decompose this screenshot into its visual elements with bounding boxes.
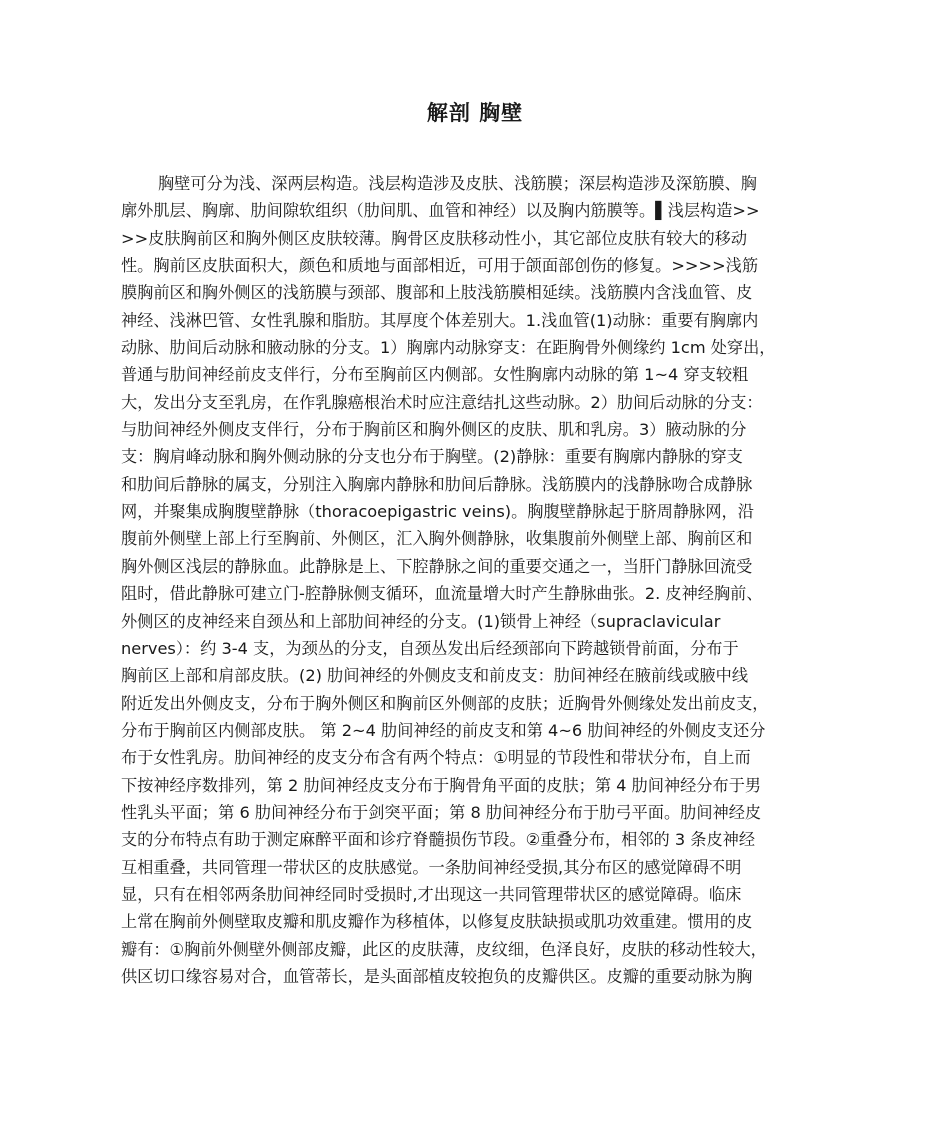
text-line: 供区切口缘容易对合，血管蒂长，是头面部植皮较抱负的皮瓣供区。皮瓣的重要动脉为胸 [121, 966, 753, 986]
text-line: 分布于胸前区内侧部皮肤。 第 2~4 肋间神经的前皮支和第 4~6 肋间神经的外侧皮支还分 [121, 720, 766, 740]
text-line: 互相重叠，共同管理一带状区的皮肤感觉。一条肋间神经受损,其分布区的感觉障碍不明 [121, 857, 742, 877]
text-line: 胸外侧区浅层的静脉血。此静脉是上、下腔静脉之间的重要交通之一，当肝门静脉回流受 [121, 556, 753, 576]
text-line: 显，只有在相邻两条肋间神经同时受损时,才出现这一共同管理带状区的感觉障碍。临床 [121, 884, 742, 904]
text-line: 阻时，借此静脉可建立门-腔静脉侧支循环，血流量增大时产生静脉曲张。2. 皮神经胸前、 [121, 584, 763, 604]
text-line: 支的分布特点有助于测定麻醉平面和诊疗脊髓损伤节段。②重叠分布，相邻的 3 条皮神经 [121, 830, 756, 850]
text-line: 性。胸前区皮肤面积大，颜色和质地与面部相近，可用于颌面部创伤的修复。>>>>浅筋 [121, 256, 759, 276]
text-line: 性乳头平面；第 6 肋间神经分布于剑突平面；第 8 肋间神经分布于肋弓平面。肋间神经皮 [121, 802, 762, 822]
text-line: 普通与肋间神经前皮支伴行，分布至胸前区内侧部。女性胸廓内动脉的第 1~4 穿支较粗 [121, 365, 749, 385]
text-line: 神经、浅淋巴管、女性乳腺和脂肪。其厚度个体差别大。1.浅血管(1)动脉：重要有胸廓内 [121, 310, 759, 330]
text-line: 大，发出分支至乳房，在作乳腺癌根治术时应注意结扎这些动脉。2）肋间后动脉的分支： [121, 392, 763, 412]
text-line: 外侧区的皮神经来自颈丛和上部肋间神经的分支。(1)锁骨上神经（supraclavicular [121, 611, 721, 631]
text-line: 附近发出外侧皮支，分布于胸外侧区和胸前区外侧部的皮肤；近胸骨外侧缘处发出前皮支， [121, 693, 769, 713]
text-line: 与肋间神经外侧皮支伴行，分布于胸前区和胸外侧区的皮肤、肌和乳房。3）腋动脉的分 [121, 420, 747, 440]
text-line: 腹前外侧壁上部上行至胸前、外侧区，汇入胸外侧静脉，收集腹前外侧壁上部、胸前区和 [121, 529, 753, 549]
document-title: 解剖 胸壁 [426, 101, 524, 125]
text-line: >>皮肤胸前区和胸外侧区皮肤较薄。胸骨区皮肤移动性小，其它部位皮肤有较大的移动 [121, 228, 748, 248]
text-line: 胸前区上部和肩部皮肤。(2) 肋间神经的外侧皮支和前皮支：肋间神经在腋前线或腋中线 [121, 666, 749, 686]
text-line: 网，并聚集成胸腹壁静脉（thoracoepigastric veins)。胸腹壁静脉起于脐周静脉网，沿 [121, 502, 754, 522]
text-line: 布于女性乳房。肋间神经的皮支分布含有两个特点：①明显的节段性和带状分布，自上而 [121, 748, 751, 768]
text-line: 瓣有：①胸前外侧壁外侧部皮瓣，此区的皮肤薄，皮纹细，色泽良好，皮肤的移动性较大， [121, 939, 767, 959]
text-line: 胸壁可分为浅、深两层构造。浅层构造涉及皮肤、浅筋膜；深层构造涉及深筋膜、胸 [158, 174, 757, 193]
text-line: nerves）：约 3-4 支，为颈丛的分支，自颈丛发出后经颈部向下跨越锁骨前面，分布于 [121, 638, 739, 658]
text-line: 廓外肌层、胸廓、肋间隙软组织（肋间肌、血管和神经）以及胸内筋膜等。▌浅层构造>> [121, 201, 760, 221]
text-line: 膜胸前区和胸外侧区的浅筋膜与颈部、腹部和上肢浅筋膜相延续。浅筋膜内含浅血管、皮 [121, 283, 753, 303]
text-line: 支：胸肩峰动脉和胸外侧动脉的分支也分布于胸壁。(2)静脉：重要有胸廓内静脉的穿支 [121, 447, 743, 467]
text-line: 下按神经序数排列，第 2 肋间神经皮支分布于胸骨角平面的皮肤；第 4 肋间神经分布于男 [121, 775, 762, 795]
text-line: 上常在胸前外侧壁取皮瓣和肌皮瓣作为移植体，以修复皮肤缺损或肌功效重建。惯用的皮 [121, 912, 753, 932]
text-line: 动脉、肋间后动脉和腋动脉的分支。1）胸廓内动脉穿支：在距胸骨外侧缘约 1cm 处穿出， [121, 338, 776, 358]
text-line: 和肋间后静脉的属支，分别注入胸廓内静脉和肋间后静脉。浅筋膜内的浅静脉吻合成静脉 [121, 474, 753, 494]
body-paragraph [121, 170, 841, 990]
